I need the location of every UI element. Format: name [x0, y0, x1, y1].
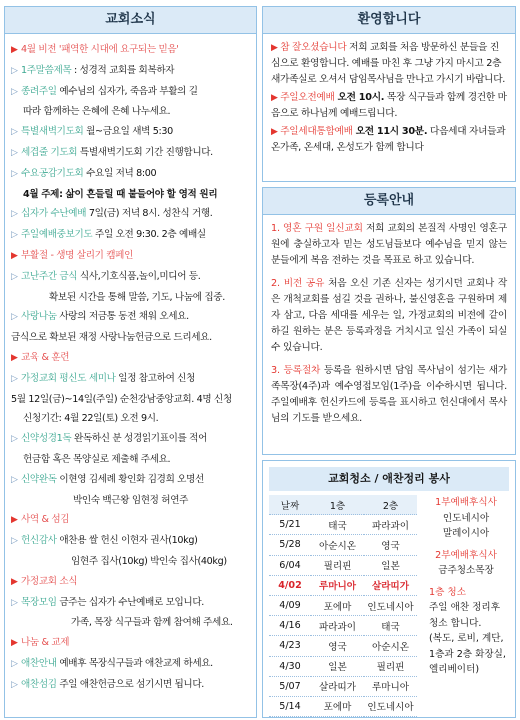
outline-triangle-bullet-icon: ▷: [11, 271, 18, 282]
duty-cell: 일본: [364, 555, 417, 575]
duty-cell: 필리핀: [311, 555, 364, 575]
duty-header-cell: 날짜: [269, 495, 311, 515]
welcome-title: 환영합니다: [263, 7, 515, 34]
duty-cell: 인도네시아: [364, 595, 417, 615]
news-line: ▶ 나눔 & 교제: [11, 633, 250, 654]
duty-cell: 루마니아: [311, 575, 364, 595]
outline-triangle-bullet-icon: ▷: [11, 147, 18, 158]
news-line: ▷ 가정교회 평신도 세미나 일정 참고하여 신청: [11, 369, 250, 390]
welcome-paragraph-3: ▶ 주일세대통합예배 오전 11시 30분. 다음세대 자녀들과 온가족, 온세대, 온성도가 함께 합니다: [271, 126, 506, 153]
duty-cell: 5/14: [269, 696, 311, 716]
news-line: ▷ 특별새벽기도회 월~금요일 새벽 5:30: [11, 122, 250, 143]
news-line: 따라 함께하는 은혜에 은혜 나누세요.: [23, 106, 171, 118]
news-line: ▷ 헌신감사 애찬용 쌀 헌신 이현자 권사(10kg): [11, 531, 250, 552]
cleaning-duty-panel: [262, 460, 516, 718]
news-line: 5월 12일(금)~14일(주일) 순천강남중앙교회. 4명 신청: [11, 393, 232, 405]
news-line: ▶ 4월 비전 '패역한 시대에 요구되는 믿음': [11, 40, 250, 61]
outline-triangle-bullet-icon: ▷: [11, 536, 18, 547]
duty-cell: 5/07: [269, 676, 311, 696]
news-line: 가족, 목장 식구들과 함께 참여해 주세요.: [71, 617, 233, 629]
news-line: 박인숙 백근왕 임현정 허연주: [72, 494, 189, 506]
welcome-paragraph-2: ▶ 주일오전예배 오전 10시. 목장 식구들과 함께 경건한 마음으로 하나님께 예배드립니다.: [271, 92, 507, 119]
duty-cell: 살라띠가: [364, 575, 417, 595]
duty-cell: 4/09: [269, 595, 311, 615]
outline-triangle-bullet-icon: ▷: [11, 127, 18, 138]
duty-row: [269, 696, 417, 716]
cleaning-duty-table: [269, 495, 417, 717]
duty-row: [269, 656, 417, 676]
news-line: ▷ 1주말씀제목 : 성경적 교회를 회복하자: [11, 61, 250, 82]
triangle-bullet-icon: ▶: [271, 127, 281, 137]
outline-triangle-bullet-icon: ▷: [11, 230, 18, 241]
filled-triangle-bullet-icon: ▶: [11, 352, 18, 363]
duty-cell: 일본: [311, 656, 364, 676]
filled-triangle-bullet-icon: ▶: [11, 250, 18, 261]
outline-triangle-bullet-icon: ▷: [11, 373, 18, 384]
duty-cell: 영국: [311, 636, 364, 656]
news-line: 신청기간: 4월 22일(토) 오전 9시.: [23, 413, 159, 425]
news-line: ▶ 교육 & 훈련: [11, 348, 250, 369]
news-line: ▷ 애찬섬김 주일 애찬헌금으로 섬기시면 됩니다.: [11, 675, 250, 696]
outline-triangle-bullet-icon: ▷: [11, 597, 18, 608]
outline-triangle-bullet-icon: ▷: [11, 168, 18, 179]
news-line: 4월 주제: 삶이 흔들릴 때 붙들어야 할 영적 원리: [23, 188, 218, 200]
duty-cell: 4/23: [269, 636, 311, 656]
duty-note-1: 1부예배후식사 인도네시아 말레이시아: [435, 497, 497, 539]
news-line: 금식으로 확보된 재정 사랑나눔헌금으로 드리세요.: [11, 332, 212, 344]
church-news-title: 교회소식: [5, 7, 256, 34]
duty-cell: 아순시온: [311, 535, 364, 555]
duty-cell: 4/16: [269, 616, 311, 636]
registration-panel: [262, 187, 516, 455]
church-news-panel: [4, 6, 257, 718]
duty-note-2: 2부예배후식사 금주청소목장: [435, 549, 497, 576]
welcome-panel: [262, 6, 516, 182]
duty-cell: 4/02: [269, 575, 311, 595]
news-line: ▷ 목장모임 금주는 십자가 수난예배로 모입니다.: [11, 593, 250, 614]
news-line: ▷ 고난주간 금식 식사,기호식품,놀이,미디어 등.: [11, 267, 250, 288]
registration-paragraph-1: 1. 영혼 구원 일신교회 저희 교회의 본질적 사명인 영혼구원에 충실하고자 믿는 성도님들보다 예수님을 믿지 않는 분들에게 복음 전하는 것을 목표로 하고 있습니다.: [271, 223, 507, 267]
duty-row: [269, 575, 417, 595]
duty-cell: 인도네시아: [364, 696, 417, 716]
duty-cell: 태국: [364, 616, 417, 636]
duty-row: [269, 535, 417, 555]
duty-cell: 6/04: [269, 555, 311, 575]
duty-cell: 아순시온: [364, 636, 417, 656]
news-line: ▷ 주일예배중보기도 주일 오전 9:30. 2층 예배실: [11, 225, 250, 246]
news-line: ▷ 수요공감기도회 수요일 저녁 8:00: [11, 164, 250, 185]
duty-notes: [423, 495, 509, 684]
duty-row: [269, 595, 417, 615]
filled-triangle-bullet-icon: ▶: [11, 515, 18, 526]
outline-triangle-bullet-icon: ▷: [11, 312, 18, 323]
filled-triangle-bullet-icon: ▶: [11, 576, 18, 587]
outline-triangle-bullet-icon: ▷: [11, 474, 18, 485]
duty-row: [269, 676, 417, 696]
duty-row: [269, 636, 417, 656]
news-line: ▷ 십자가 수난예배 7일(금) 저녁 8시. 성찬식 거행.: [11, 204, 250, 225]
outline-triangle-bullet-icon: ▷: [11, 679, 18, 690]
news-line: ▶ 사역 & 섬김: [11, 510, 250, 531]
duty-row: [269, 616, 417, 636]
news-line: 임현주 집사(10kg) 박인숙 집사(40kg): [71, 555, 227, 567]
news-line: ▷ 신약완독 이현영 김세례 황인화 김경희 오명선: [11, 470, 250, 491]
duty-cell: 파라과이: [364, 515, 417, 535]
outline-triangle-bullet-icon: ▷: [11, 658, 18, 669]
news-line: ▷ 애찬안내 예배후 목장식구들과 애찬교제 하세요.: [11, 654, 250, 675]
news-line: ▷ 세겹줄 기도회 특별새벽기도회 기간 진행합니다.: [11, 143, 250, 164]
church-news-list: [5, 34, 256, 696]
outline-triangle-bullet-icon: ▷: [11, 209, 18, 220]
duty-cell: 5/21: [269, 515, 311, 535]
filled-triangle-bullet-icon: ▶: [11, 45, 18, 55]
outline-triangle-bullet-icon: ▷: [11, 434, 18, 445]
duty-cell: 필리핀: [364, 656, 417, 676]
duty-header-cell: 1층: [311, 495, 364, 515]
duty-cell: 포에마: [311, 696, 364, 716]
duty-note-3: 1층 청소 주일 애찬 정리후 청소 합니다. (복도, 로비, 계단, 1층과 2층 화장실, 엘리베이터): [429, 586, 506, 675]
duty-cell: 루마니아: [364, 676, 417, 696]
news-line: ▶ 가정교회 소식: [11, 572, 250, 593]
registration-paragraph-2: 2. 비전 공유 처음 오신 기존 신자는 성기시던 교회나 작은 개척교회를 섬길 것을 권하나, 불신영혼을 구원하며 제자 삼고, 다음 세대를 세우는 일, 가정교회의 비전에 같이 하길 원하는 분은 등록과정을 거치시고 일신 가족이 되실 수 있습니다.: [271, 277, 508, 354]
welcome-paragraph-1: ▶ 참 잘오셨습니다 저희 교회를 처음 방문하신 분들을 진심으로 환영합니다. 예배를 마친 후 그냥 가지 마시고 2층 새가족실로 오셔서 담임목사님을 만나고 가시기 바랍니다.: [271, 42, 506, 85]
duty-cell: 4/30: [269, 656, 311, 676]
news-line: ▷ 사랑나눔 사랑의 저금통 동전 채워 오세요.: [11, 307, 250, 328]
news-line: ▶ 부활절 - 생명 살리기 캠페인: [11, 246, 250, 267]
duty-row: [269, 515, 417, 535]
outline-triangle-bullet-icon: ▷: [11, 86, 18, 97]
news-line: ▷ 신약성경1독 완독하신 분 성경읽기표이를 적어: [11, 429, 250, 450]
news-line: ▷ 종려주일 예수님의 십자가, 죽음과 부활의 길: [11, 82, 250, 103]
duty-cell: 포에마: [311, 595, 364, 615]
triangle-bullet-icon: ▶: [271, 43, 281, 53]
duty-row: [269, 555, 417, 575]
news-line: 확보된 시간을 통해 말씀, 기도, 나눔에 집중.: [49, 291, 225, 303]
news-line: 헌금함 혹은 목양실로 제출해 주세요.: [23, 453, 171, 465]
duty-header-row: [269, 495, 417, 515]
duty-cell: 영국: [364, 535, 417, 555]
registration-paragraph-3: 3. 등록절차 등록을 원하시면 담임 목사님이 섬기는 새가족목장(4주)과 예수영접모임(1주)을 이수하시면 됩니다. 주일예배후 헌신카드에 등록을 표시하고 헌신대에서 목사님의 기도를 받으세요.: [271, 364, 508, 425]
filled-triangle-bullet-icon: ▶: [11, 638, 18, 649]
duty-cell: 살라띠가: [311, 676, 364, 696]
triangle-bullet-icon: ▶: [271, 93, 281, 103]
cleaning-duty-title: 교회청소 / 애찬정리 봉사: [269, 467, 509, 491]
duty-cell: 5/28: [269, 535, 311, 555]
duty-cell: 파라과이: [311, 616, 364, 636]
right-column: [262, 6, 516, 718]
registration-title: 등록안내: [263, 188, 515, 215]
outline-triangle-bullet-icon: ▷: [11, 65, 18, 76]
duty-cell: 태국: [311, 515, 364, 535]
duty-header-cell: 2층: [364, 495, 417, 515]
